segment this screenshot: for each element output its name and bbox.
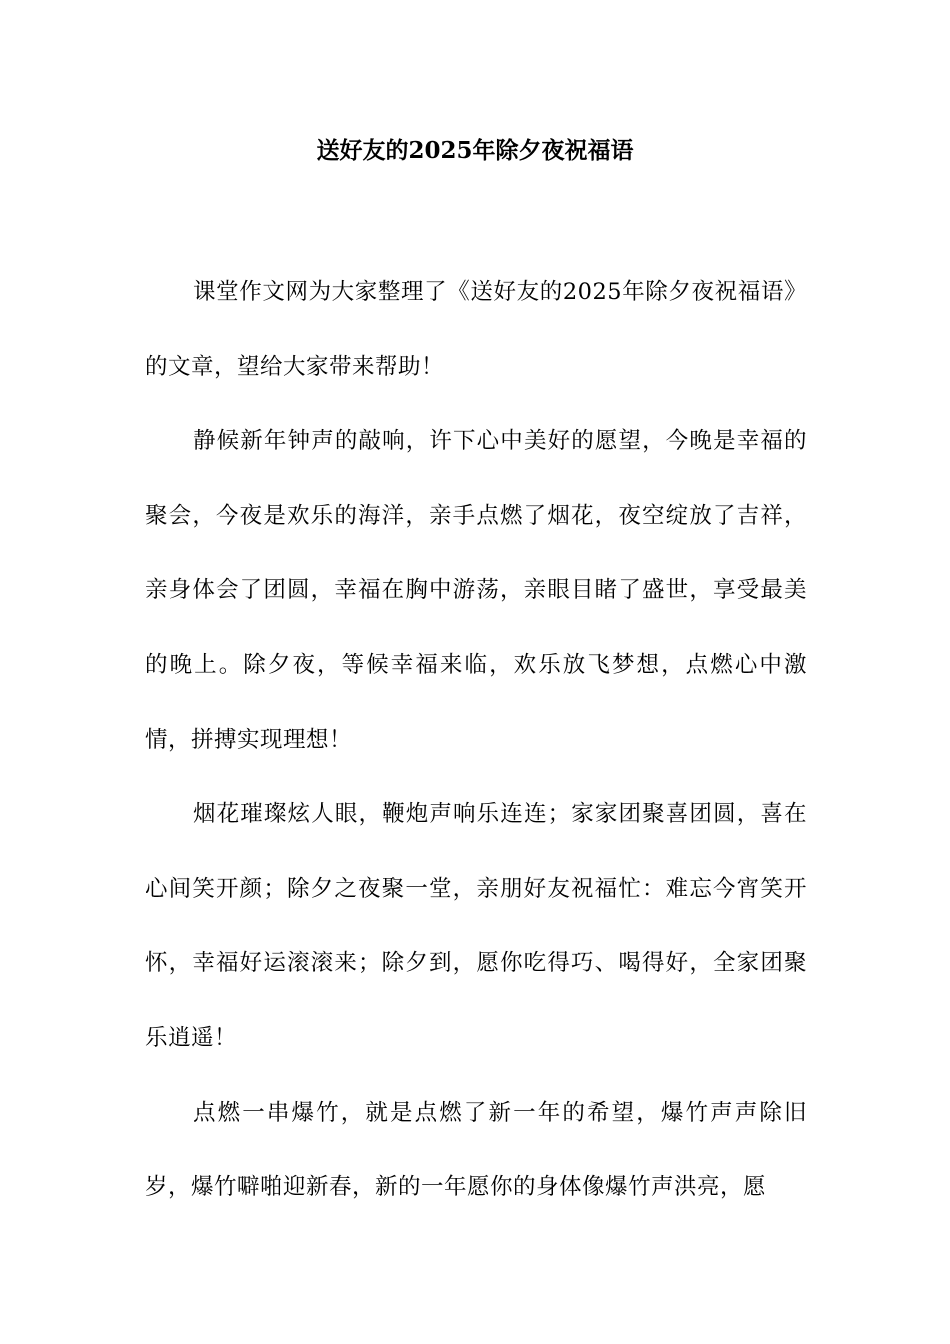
paragraph-blessing-1: 静候新年钟声的敲响，许下心中美好的愿望，今晚是幸福的聚会，今夜是欢乐的海洋，亲手点燃了烟花，夜空绽放了吉祥，亲身体会了团圆，幸福在胸中游荡，亲眼目睹了盛世，享受最美的晚上。除夕夜，等候幸福来临，欢乐放飞梦想，点燃心中激情，拼搏实现理想！ bbox=[145, 428, 807, 753]
document-title: 送好友的2025年除夕夜祝福语 bbox=[316, 137, 634, 164]
paragraph-blessing-2: 烟花璀璨炫人眼，鞭炮声响乐连连；家家团聚喜团圆，喜在心间笑开颜；除夕之夜聚一堂，亲朋好友祝福忙：难忘今宵笑开怀，幸福好运滚滚来；除夕到，愿你吃得巧、喝得好，全家团聚乐逍遥！ bbox=[145, 801, 807, 1051]
paragraph-intro: 课堂作文网为大家整理了《送好友的2025年除夕夜祝福语》的文章，望给大家带来帮助！ bbox=[145, 279, 807, 380]
paragraph-blessing-3: 点燃一串爆竹，就是点燃了新一年的希望，爆竹声声除旧岁，爆竹噼啪迎新春，新的一年愿你的身体像爆竹声洪亮，愿 bbox=[145, 1099, 807, 1201]
document-body bbox=[145, 255, 807, 1225]
